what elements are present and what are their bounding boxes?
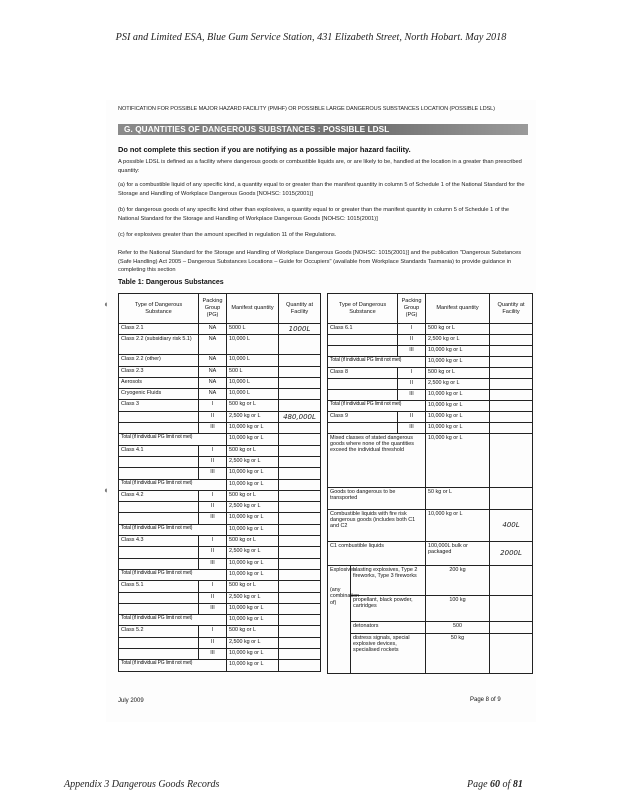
facility-quantity (279, 649, 321, 660)
manifest-quantity: 500 kg or L (227, 536, 279, 547)
substance-type (119, 411, 199, 422)
substance-type: Class 5.2 (119, 626, 199, 637)
manifest-quantity: 10,000 kg or L (227, 558, 279, 569)
manifest-quantity: 50 kg (426, 634, 490, 674)
facility-quantity (279, 592, 321, 603)
substance-type (119, 637, 199, 648)
substance-type: Class 8 (328, 368, 398, 379)
substance-type: Combustible liquids with fire risk dangerous goods (includes both C1 and C2 (328, 510, 426, 542)
table-row (119, 389, 321, 400)
table-row (119, 547, 321, 558)
manifest-quantity: 5000 L (227, 324, 279, 335)
manifest-quantity: 2,500 kg or L (227, 637, 279, 648)
manifest-quantity: 2,500 kg or L (426, 379, 490, 390)
table-row (328, 390, 533, 401)
manifest-quantity: 10,000 kg or L (227, 603, 279, 614)
substance-type: Class 2.1 (119, 324, 199, 335)
facility-quantity (279, 400, 321, 411)
table-row (119, 592, 321, 603)
manifest-quantity: 10,000 kg or L (426, 510, 490, 542)
packing-group: NA (199, 355, 227, 366)
manifest-quantity: 10,000 L (227, 377, 279, 388)
manifest-quantity: 500 kg or L (227, 581, 279, 592)
table-row (119, 558, 321, 569)
table-row (328, 434, 533, 488)
manifest-quantity: 500 kg or L (227, 400, 279, 411)
table-row (328, 622, 533, 634)
table-row (119, 502, 321, 513)
substance-type: Cryogenic Fluids (119, 389, 199, 400)
manifest-quantity: 100,000L bulk or packaged (426, 542, 490, 566)
facility-quantity (279, 479, 321, 490)
manifest-quantity: 500 kg or L (227, 490, 279, 501)
packing-group: III (199, 423, 227, 434)
total-label: Total (if individual PG limit not met) (119, 660, 227, 671)
substance-type: Aerosols (119, 377, 199, 388)
item-a-text: (a) for a combustible liquid of any specific kind, a quantity equal to or greater than the manifest quantity in column 5 of Schedule 1 of the National Standard for the Storage and Handling of Workplace Dangerous Goods [NOHSC: 1015(2001)] (118, 182, 525, 197)
manifest-quantity: 2,500 kg or L (227, 411, 279, 422)
page-header: PSI and Limited ESA, Blue Gum Service Station, 431 Elizabeth Street, North Hobart. May 2018 (115, 32, 507, 43)
table-row (328, 346, 533, 357)
packing-group: III (199, 603, 227, 614)
substance-type (119, 603, 199, 614)
facility-quantity (279, 637, 321, 648)
packing-group: I (199, 400, 227, 411)
manifest-quantity: 10,000 kg or L (426, 346, 490, 357)
manifest-quantity: 50 kg or L (426, 488, 490, 510)
substance-type: Goods too dangerous to be transported (328, 488, 426, 510)
total-label: Total (if individual PG limit not met) (119, 479, 227, 490)
right-substance-table (327, 293, 533, 674)
packing-group: I (199, 445, 227, 456)
facility-quantity (279, 536, 321, 547)
table-row (328, 368, 533, 379)
packing-group: I (199, 626, 227, 637)
footer-right (467, 779, 523, 790)
facility-quantity (279, 502, 321, 513)
table-row (328, 357, 533, 368)
table-row (328, 596, 533, 622)
table-row (119, 411, 321, 422)
packing-group: II (398, 379, 426, 390)
table-row (328, 566, 533, 596)
warning-text: Do not complete this section if you are notifying as a possible major hazard facility. (118, 145, 411, 154)
total-label: Total (if individual PG limit not met) (119, 524, 227, 535)
manifest-quantity: 500 kg or L (227, 445, 279, 456)
manifest-quantity: 500 (426, 622, 490, 634)
binder-hole-mark: ◖ (103, 485, 109, 495)
footer-page-of: of (500, 779, 513, 790)
packing-group: I (398, 324, 426, 335)
footer-page-total: 81 (512, 779, 523, 790)
manifest-quantity: 10,000 L (227, 335, 279, 355)
packing-group: II (398, 335, 426, 346)
table-row (328, 324, 533, 335)
handwritten-quantity: 1000L (288, 325, 311, 333)
col-header-quantity: Quantity at Facility (279, 294, 321, 324)
handwritten-quantity: 400L (502, 521, 520, 530)
packing-group: NA (199, 389, 227, 400)
packing-group: II (199, 592, 227, 603)
col-header-manifest: Manifest quantity (426, 294, 490, 324)
manifest-quantity: 2,500 kg or L (227, 502, 279, 513)
manifest-quantity: 10,000 kg or L (426, 434, 490, 488)
packing-group: III (398, 423, 426, 434)
facility-quantity (279, 547, 321, 558)
section-band (118, 124, 528, 135)
manifest-quantity: 500 L (227, 366, 279, 377)
substance-type: Class 5.1 (119, 581, 199, 592)
footer-page-number: 60 (490, 779, 501, 790)
facility-quantity (490, 542, 533, 566)
substance-type: Mixed classes of stated dangerous goods where none of the quantities exceed the individual threshold (328, 434, 426, 488)
manifest-quantity: 500 kg or L (426, 368, 490, 379)
substance-type: C1 combustible liquids (328, 542, 426, 566)
facility-quantity (279, 558, 321, 569)
substance-type (119, 423, 199, 434)
substance-type: Class 2.2 (other) (119, 355, 199, 366)
packing-group: NA (199, 335, 227, 355)
facility-quantity (279, 490, 321, 501)
table-row (328, 335, 533, 346)
substance-type (119, 468, 199, 479)
facility-quantity (279, 445, 321, 456)
col-header-quantity: Quantity at Facility (490, 294, 533, 324)
substance-type (119, 649, 199, 660)
item-c-text: (c) for explosives greater than the amount specified in regulation 11 of the Regulations. (118, 232, 337, 238)
manifest-quantity: 100 kg (426, 596, 490, 622)
table-row (328, 488, 533, 510)
table-row (119, 615, 321, 626)
packing-group: III (398, 346, 426, 357)
table-row (328, 379, 533, 390)
col-header-type: Type of Dangerous Substance (119, 294, 199, 324)
manifest-quantity: 10,000 kg or L (227, 524, 279, 535)
manifest-quantity: 10,000 L (227, 389, 279, 400)
substance-type (119, 513, 199, 524)
substance-type (119, 592, 199, 603)
substance-type: Class 3 (119, 400, 199, 411)
table-row (119, 355, 321, 366)
facility-quantity (279, 355, 321, 366)
substance-type: Class 6.1 (328, 324, 398, 335)
table-row (119, 649, 321, 660)
facility-quantity (279, 615, 321, 626)
packing-group: I (398, 368, 426, 379)
manifest-quantity: 2,500 kg or L (227, 592, 279, 603)
table-row (119, 445, 321, 456)
packing-group: II (199, 547, 227, 558)
total-label: Total (if individual PG limit not met) (119, 434, 227, 445)
table-row (119, 637, 321, 648)
table-row (119, 335, 321, 355)
table-row (119, 434, 321, 445)
facility-quantity (279, 411, 321, 422)
facility-quantity (279, 569, 321, 580)
total-label: Total (if individual PG limit not met) (119, 615, 227, 626)
facility-quantity (279, 581, 321, 592)
packing-group: II (199, 411, 227, 422)
manifest-quantity: 10,000 kg or L (426, 390, 490, 401)
manifest-quantity: 10,000 kg or L (227, 660, 279, 671)
packing-group: II (398, 412, 426, 423)
total-label: Total (if individual PG limit not met) (328, 401, 426, 412)
substance-type: Class 2.3 (119, 366, 199, 377)
manifest-quantity: 2,500 kg or L (227, 456, 279, 467)
table-row (328, 542, 533, 566)
definition-text: A possible LDSL is defined as a facility where dangerous goods or combustible liquids are, or are likely to be, handled at the location in a greater than prescribed quantity: (118, 159, 522, 174)
total-label: Total (if individual PG limit not met) (119, 569, 227, 580)
table-row (328, 510, 533, 542)
table-row (328, 401, 533, 412)
table-row (119, 513, 321, 524)
manifest-quantity: 10,000 kg or L (227, 649, 279, 660)
table-row (119, 524, 321, 535)
form-date: July 2009 (118, 698, 144, 704)
handwritten-quantity: 2000L (500, 549, 522, 558)
table-row (119, 536, 321, 547)
form-page-number: Page 8 of 9 (470, 697, 501, 703)
facility-quantity (279, 468, 321, 479)
packing-group: NA (199, 377, 227, 388)
manifest-quantity: 10,000 kg or L (426, 423, 490, 434)
packing-group: III (199, 558, 227, 569)
table-row (328, 412, 533, 423)
facility-quantity (279, 456, 321, 467)
facility-quantity (279, 324, 321, 335)
explosive-description: detonators (351, 622, 426, 634)
explosives-label (328, 566, 360, 674)
col-header-packing: Packing Group (PG) (199, 294, 227, 324)
table-row (328, 423, 533, 434)
substance-type: Class 2.2 (subsidiary risk 5.1) (119, 335, 199, 355)
total-label: Total (if individual PG limit not met) (328, 357, 426, 368)
facility-quantity (279, 366, 321, 377)
manifest-quantity: 10,000 L (227, 355, 279, 366)
substance-type (119, 456, 199, 467)
facility-quantity (279, 434, 321, 445)
table-row (119, 400, 321, 411)
packing-group: NA (199, 366, 227, 377)
manifest-quantity: 10,000 kg or L (227, 434, 279, 445)
manifest-quantity: 10,000 kg or L (426, 357, 490, 368)
explosive-description: distress signals, special explosive devices, specialised rockets (351, 634, 426, 674)
binder-hole-mark: ◖ (103, 299, 109, 309)
manifest-quantity: 10,000 kg or L (227, 423, 279, 434)
refer-text: Refer to the National Standard for the Storage and Handling of Workplace Dangerous Goods [NOHSC: 1015(2001)] and the publication "Dangerous Substances (Safe Handling) Act 2005 – Dangerous Substances Locations – Guide for Occupiers" (available from Workplace Standards Tasmania) to provide guidance in completing this section (118, 250, 522, 274)
explosive-description: propellant, black powder, cartridges (351, 596, 426, 622)
manifest-quantity: 2,500 kg or L (426, 335, 490, 346)
substance-type (119, 558, 199, 569)
table-row (328, 634, 533, 674)
explosives-label-sub: (any combination of) (330, 587, 360, 606)
manifest-quantity: 500 kg or L (227, 626, 279, 637)
manifest-quantity: 10,000 kg or L (227, 468, 279, 479)
explosives-label-main: Explosives (330, 567, 356, 573)
table-row (119, 490, 321, 501)
manifest-quantity: 10,000 kg or L (426, 412, 490, 423)
packing-group: III (199, 649, 227, 660)
facility-quantity (490, 324, 533, 335)
manifest-quantity: 10,000 kg or L (227, 479, 279, 490)
explosive-description: blasting explosives, Type 2 fireworks, Type 3 fireworks (351, 566, 426, 596)
packing-group: III (199, 513, 227, 524)
packing-group: II (199, 456, 227, 467)
packing-group: NA (199, 324, 227, 335)
substance-type: Class 4.2 (119, 490, 199, 501)
table-row (119, 324, 321, 335)
substance-type (119, 547, 199, 558)
packing-group: III (199, 468, 227, 479)
table-row (119, 581, 321, 592)
facility-quantity (279, 603, 321, 614)
manifest-quantity: 10,000 kg or L (227, 569, 279, 580)
manifest-quantity: 10,000 kg or L (426, 401, 490, 412)
facility-quantity (490, 510, 533, 542)
manifest-quantity: 200 kg (426, 566, 490, 596)
table-row (119, 456, 321, 467)
table-row (119, 468, 321, 479)
col-header-packing: Packing Group (PG) (398, 294, 426, 324)
packing-group: III (398, 390, 426, 401)
packing-group: II (199, 502, 227, 513)
col-header-type: Type of Dangerous Substance (328, 294, 398, 324)
manifest-quantity: 2,500 kg or L (227, 547, 279, 558)
table-row (119, 479, 321, 490)
handwritten-quantity: 480,000L (283, 412, 316, 421)
facility-quantity (279, 335, 321, 355)
facility-quantity (279, 660, 321, 671)
facility-quantity (279, 513, 321, 524)
table-row (119, 569, 321, 580)
facility-quantity (279, 626, 321, 637)
facility-quantity (279, 389, 321, 400)
footer-page-prefix: Page (467, 779, 491, 790)
packing-group: I (199, 581, 227, 592)
facility-quantity (279, 423, 321, 434)
item-b-text: (b) for dangerous goods of any specific kind other than explosives, a quantity equal to or greater than the manifest quantity in column 5 of Schedule 1 of the National Standard for the Storage and Handling of Workplace Dangerous Goods [NOHSC: 1015(2001)] (118, 207, 510, 222)
manifest-quantity: 10,000 kg or L (227, 615, 279, 626)
table-row (119, 626, 321, 637)
facility-quantity (279, 524, 321, 535)
left-substance-table (118, 293, 321, 672)
substance-type: Class 9 (328, 412, 398, 423)
table-title: Table 1: Dangerous Substances (118, 279, 224, 286)
packing-group: II (199, 637, 227, 648)
packing-group: I (199, 490, 227, 501)
table-row (119, 423, 321, 434)
substance-type: Class 4.3 (119, 536, 199, 547)
table-row (119, 660, 321, 671)
facility-quantity (279, 377, 321, 388)
packing-group: I (199, 536, 227, 547)
manifest-quantity: 10,000 kg or L (227, 513, 279, 524)
table-row (119, 366, 321, 377)
notification-line: NOTIFICATION FOR POSSIBLE MAJOR HAZARD FACILITY (PMHF) OR POSSIBLE LARGE DANGEROUS SUBSTANCES LOCATION (POSSIBLE LDSL) (118, 106, 495, 112)
substance-type (119, 502, 199, 513)
substance-type: Class 4.1 (119, 445, 199, 456)
footer-left: Appendix 3 Dangerous Goods Records (64, 779, 220, 790)
table-row (119, 603, 321, 614)
table-row (119, 377, 321, 388)
manifest-quantity: 500 kg or L (426, 324, 490, 335)
col-header-manifest: Manifest quantity (227, 294, 279, 324)
section-title: G. QUANTITIES OF DANGEROUS SUBSTANCES : POSSIBLE LDSL (124, 125, 390, 134)
